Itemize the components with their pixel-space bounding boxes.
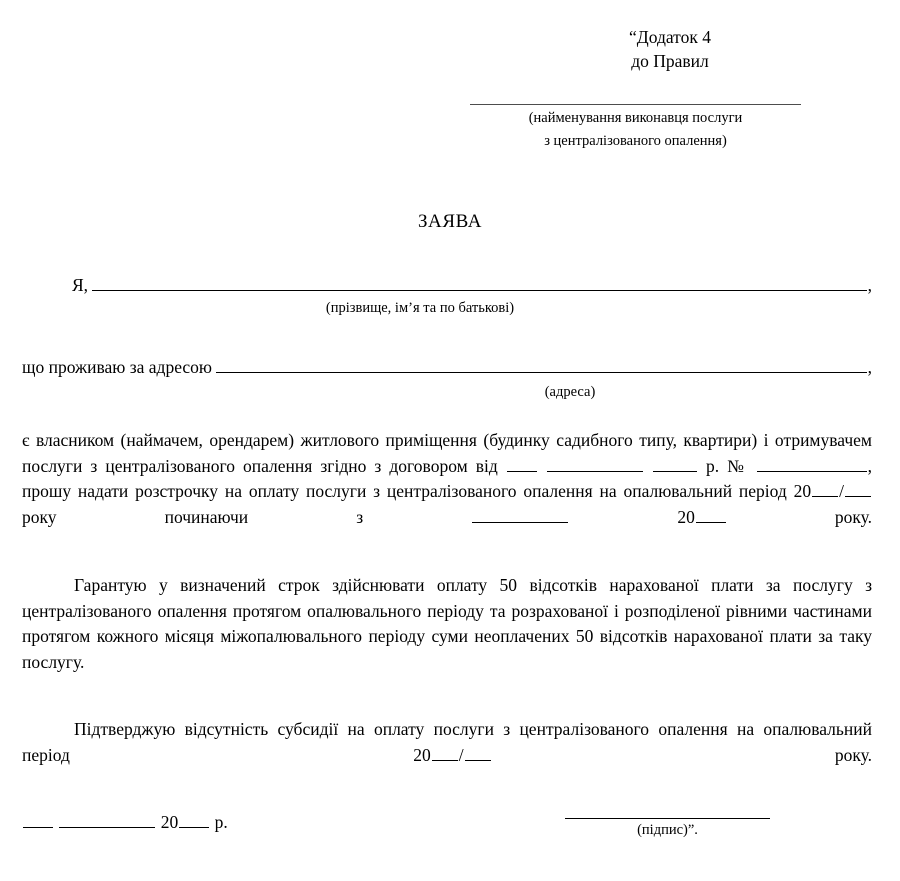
subsidy-text (22, 717, 872, 794)
signature-caption: (підпис)”. (637, 822, 698, 838)
ownership-text (22, 428, 872, 557)
applicant-name-row (72, 275, 872, 296)
subsidy-period-end-input[interactable] (465, 745, 491, 760)
heating-period-slash: / (839, 481, 845, 502)
start-year-unit: року. (834, 507, 873, 528)
contract-year-unit: р. № (706, 455, 748, 476)
address-caption: (адреса) (544, 384, 596, 400)
contract-year-input[interactable] (653, 456, 697, 471)
heating-period-century: 20 (793, 481, 812, 502)
address-row (22, 357, 872, 378)
executor-caption-line2: з централізованого опалення) (544, 133, 727, 150)
start-year-input[interactable] (696, 508, 726, 523)
executor-caption-line1: (найменування виконавця послуги (528, 110, 743, 126)
appendix-rules-reference: до Правил (631, 50, 709, 71)
start-month-input[interactable] (472, 508, 568, 523)
ownership-paragraph (22, 428, 872, 557)
heating-period-group (794, 481, 872, 501)
subsidy-period-unit: року. (834, 744, 873, 765)
guarantee-paragraph (22, 573, 872, 702)
appendix-number: “Додаток 4 (629, 27, 711, 47)
contract-month-input[interactable] (547, 456, 643, 471)
page-title: ЗАЯВА (417, 211, 483, 232)
address-trailing-comma: , (867, 357, 872, 377)
signature-field (565, 818, 770, 839)
start-date-group (471, 507, 872, 527)
subsidy-sentence: Підтверджую відсутність субсидії на оплату послуги з централізованого опалення на опалювальний період (22, 719, 872, 765)
contract-day-input[interactable] (507, 456, 537, 471)
subsidy-period-slash: / (458, 744, 464, 765)
signature-input[interactable] (565, 818, 770, 819)
request-sentence: , прошу надати розстрочку на оплату послуги з централізованого опалення на опалювальний період (22, 455, 873, 502)
signing-month-input[interactable] (59, 813, 155, 828)
starting-from-text: року починаючи з (22, 507, 364, 528)
executor-fill-line[interactable] (470, 104, 801, 105)
address-input[interactable] (216, 372, 867, 373)
guarantee-text: Гарантую у визначений строк здійснювати оплату 50 відсотків нарахованої плати за послугу з централізованого опалення протягом опалювального періоду та розрахованої і розподіленої рівними частинами протягом кожного місяця міжопалювального періоду суми неоплачених 50 відсотків нарахованої плати за таку послугу. (22, 575, 872, 673)
heating-period-end-input[interactable] (845, 482, 871, 497)
contract-number-input[interactable] (757, 456, 867, 471)
applicant-name-trailing-comma: , (867, 275, 872, 295)
subsidy-paragraph (22, 717, 872, 794)
subsidy-period-start-input[interactable] (432, 745, 458, 760)
subsidy-period-century: 20 (413, 744, 431, 765)
applicant-name-label: Я, (72, 275, 89, 295)
signing-day-input[interactable] (23, 813, 53, 828)
executor-field (470, 104, 801, 152)
applicant-name-input[interactable] (92, 290, 867, 291)
applicant-name-caption: (прізвище, ім’я та по батькові) (325, 300, 515, 316)
signing-year-input[interactable] (179, 813, 209, 828)
ownership-sentence: є власником (наймачем, орендарем) житлового приміщення (будинку садибного типу, квартири) і отримувачем послуги з централізованого опалення згідно з договором від (22, 430, 872, 476)
contract-date-group (506, 456, 868, 476)
signing-year-unit: р. (214, 812, 228, 832)
signing-year-century: 20 (160, 812, 179, 832)
heating-period-start-input[interactable] (812, 482, 838, 497)
start-year-century: 20 (677, 507, 695, 528)
address-label: що проживаю за адресою (22, 357, 213, 377)
signing-date-row (22, 812, 228, 833)
subsidy-period-group (413, 745, 872, 765)
appendix-header (470, 26, 870, 73)
